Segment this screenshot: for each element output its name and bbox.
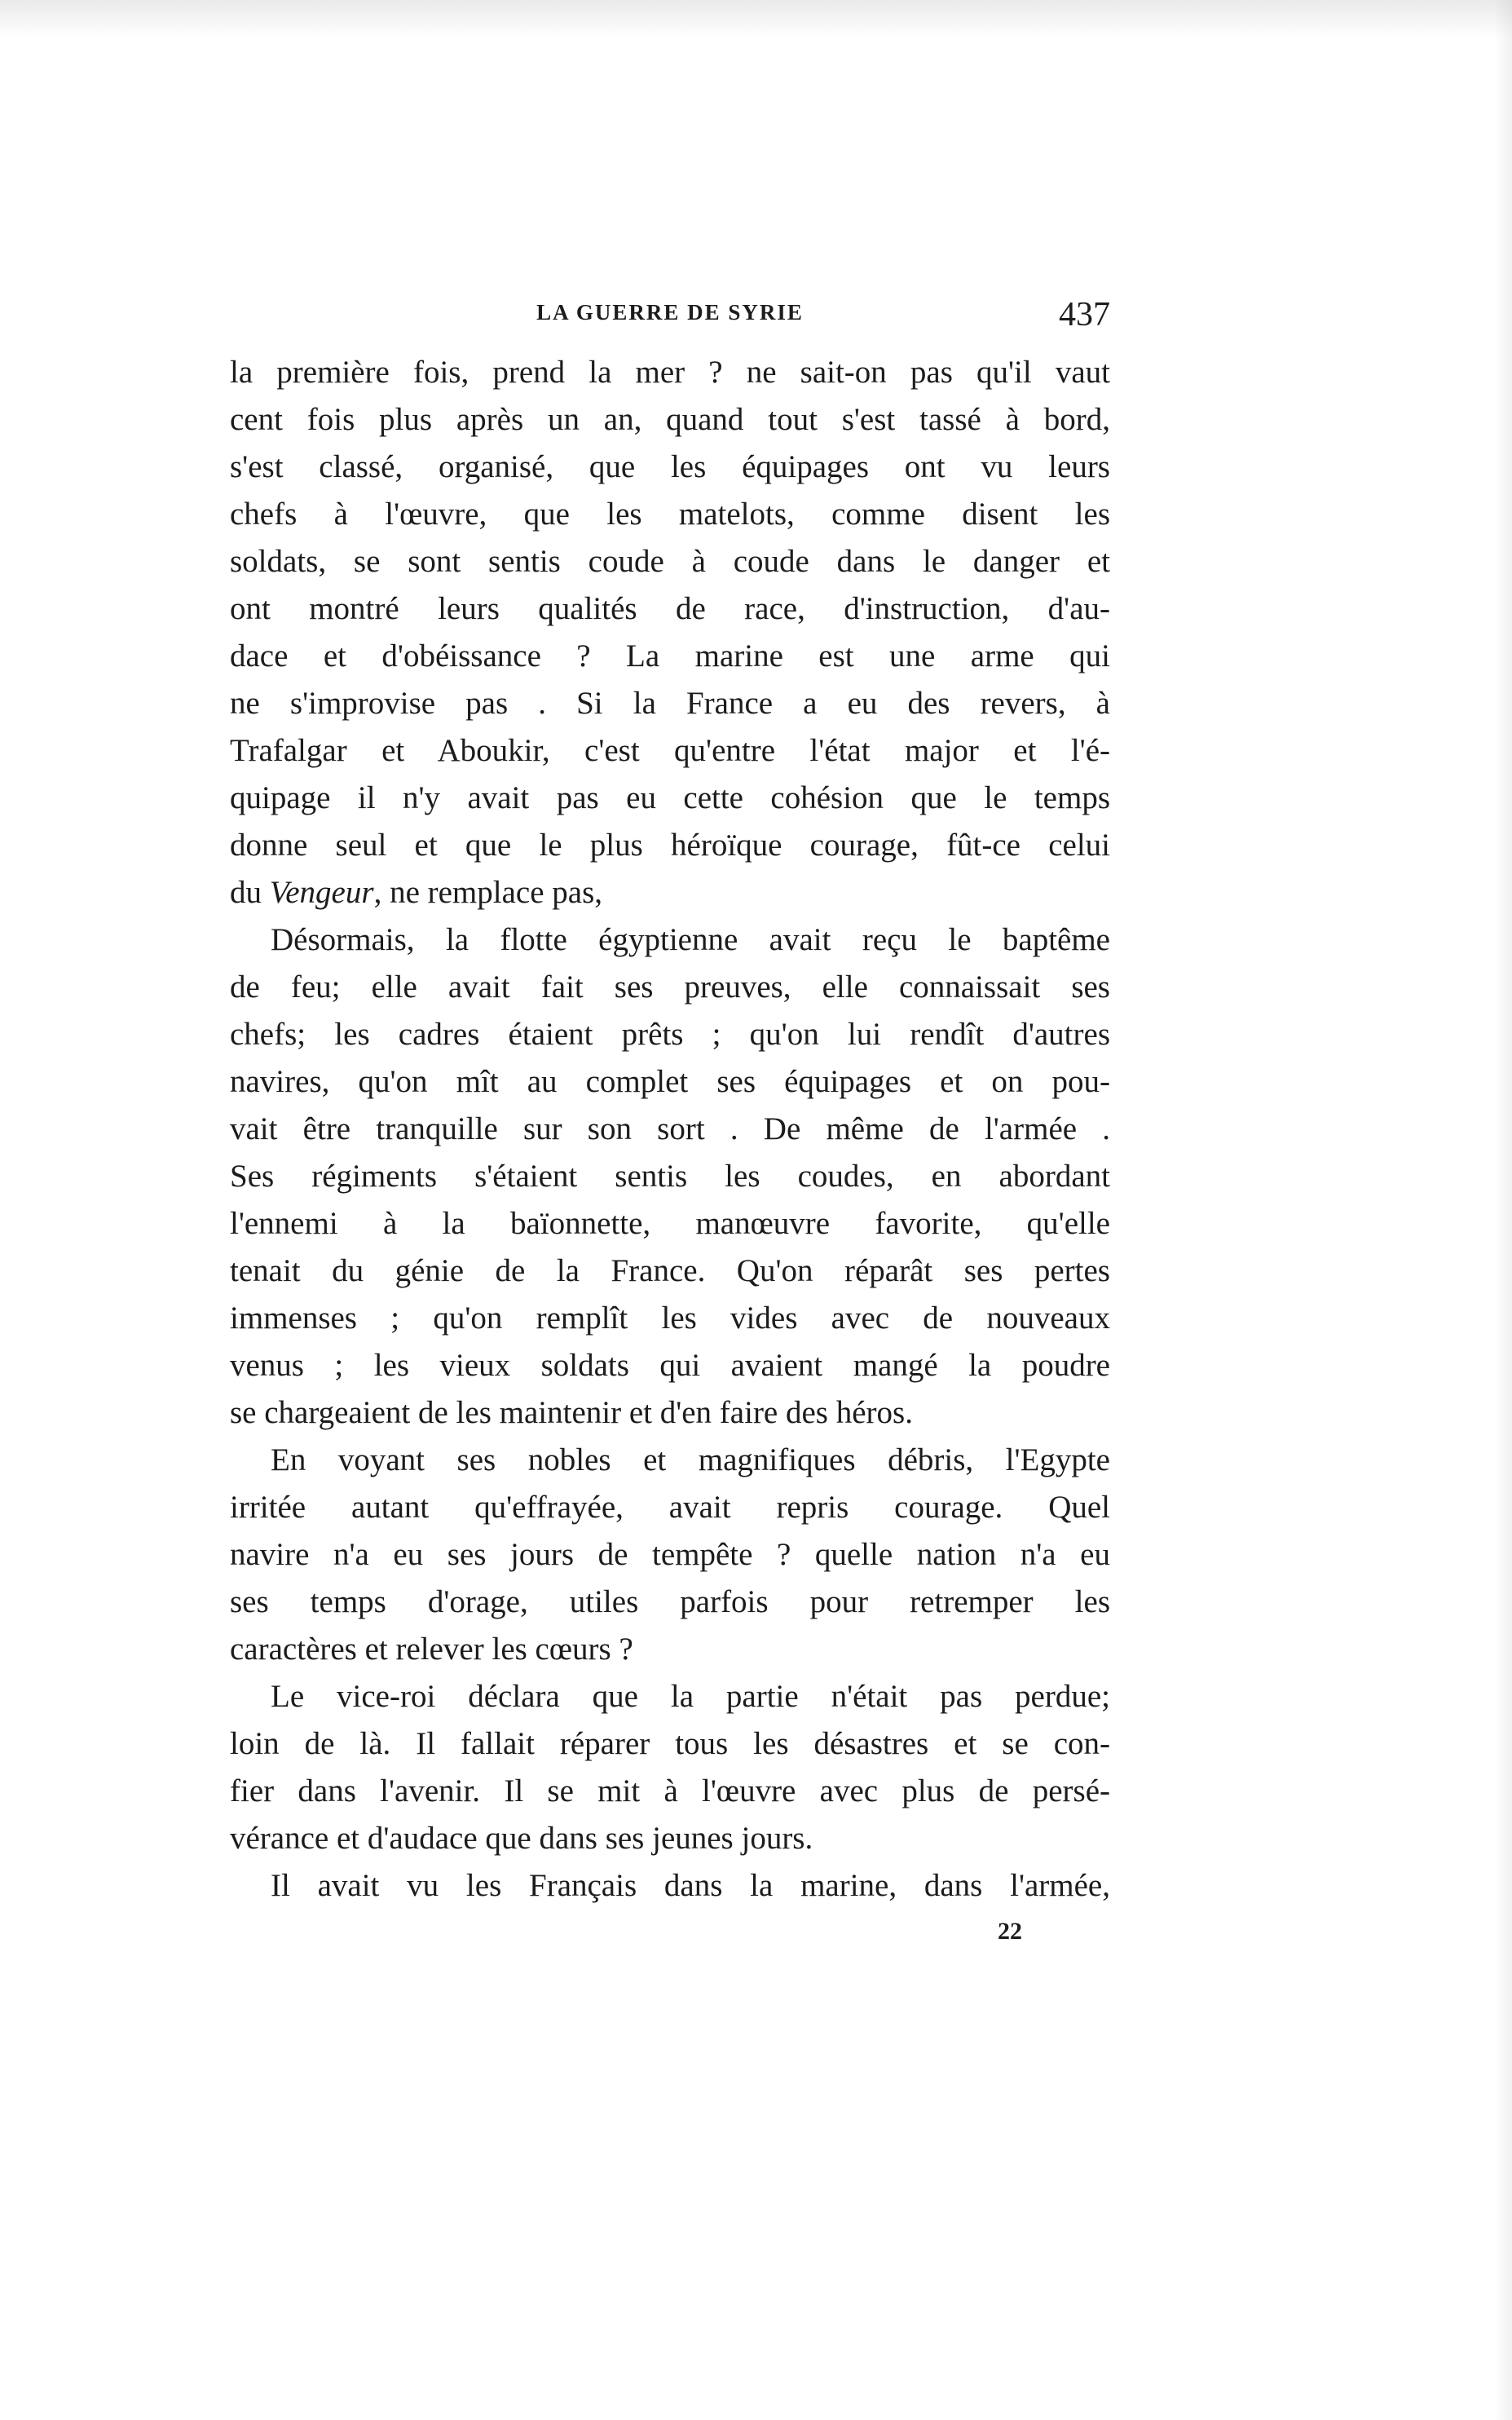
text-line: Trafalgar et Aboukir, c'est qu'entre l'état major et l'é-	[230, 733, 1110, 768]
text-line: venus ; les vieux soldats qui avaient mangé la poudre	[230, 1348, 1110, 1383]
body-text	[230, 349, 1110, 1910]
text-line: Ses régiments s'étaient sentis les coudes, en abordant	[230, 1159, 1110, 1194]
text-line-paragraph-start: Désormais, la flotte égyptienne avait reçu le baptême	[271, 922, 1110, 957]
scan-top-edge	[0, 0, 1512, 38]
running-title: LA GUERRE DE SYRIE	[536, 300, 804, 325]
text-line: navire n'a eu ses jours de tempête ? quelle nation n'a eu	[230, 1537, 1110, 1572]
text-line-paragraph-start: Le vice-roi déclara que la partie n'était pas perdue;	[271, 1679, 1110, 1714]
italic-ship-name: Vengeur	[269, 875, 374, 910]
text-line: ses temps d'orage, utiles parfois pour retremper les	[230, 1584, 1110, 1619]
scan-right-edge	[1494, 0, 1512, 2420]
text-line: de feu; elle avait fait ses preuves, elle connaissait ses	[230, 969, 1110, 1005]
text-line: chefs à l'œuvre, que les matelots, comme disent les	[230, 497, 1110, 532]
page-number: 437	[1059, 296, 1110, 333]
text-line: l'ennemi à la baïonnette, manœuvre favorite, qu'elle	[230, 1206, 1110, 1241]
text-line-paragraph-end: se chargeaient de les maintenir et d'en faire des héros.	[230, 1395, 913, 1430]
text-line-paragraph-end: caractères et relever les cœurs ?	[230, 1632, 633, 1667]
text-line: quipage il n'y avait pas eu cette cohésion que le temps	[230, 780, 1110, 815]
text-line-paragraph-end	[230, 869, 1110, 916]
text-line: ne s'improvise pas . Si la France a eu des revers, à	[230, 686, 1110, 721]
text-line: irritée autant qu'effrayée, avait repris courage. Quel	[230, 1490, 1110, 1525]
text-line: loin de là. Il fallait réparer tous les désastres et se con-	[230, 1726, 1110, 1761]
text-line: navires, qu'on mît au complet ses équipages et on pou-	[230, 1064, 1110, 1099]
text-line: soldats, se sont sentis coude à coude dans le danger et	[230, 544, 1110, 579]
running-head	[230, 295, 1110, 344]
text-fragment: , ne remplace pas,	[373, 875, 603, 910]
text-line: vait être tranquille sur son sort . De même de l'armée .	[230, 1111, 1110, 1146]
text-line: la première fois, prend la mer ? ne sait-on pas qu'il vaut	[230, 355, 1110, 390]
text-line: chefs; les cadres étaient prêts ; qu'on lui rendît d'autres	[230, 1017, 1110, 1052]
text-line: cent fois plus après un an, quand tout s'est tassé à bord,	[230, 402, 1110, 437]
text-line-paragraph-start: Il avait vu les Français dans la marine, dans l'armée,	[271, 1868, 1110, 1903]
text-line: ont montré leurs qualités de race, d'instruction, d'au-	[230, 591, 1110, 626]
text-line: immenses ; qu'on remplît les vides avec de nouveaux	[230, 1301, 1110, 1336]
text-line: s'est classé, organisé, que les équipages ont vu leurs	[230, 449, 1110, 484]
text-fragment: du	[230, 875, 270, 910]
text-line-paragraph-start: En voyant ses nobles et magnifiques débris, l'Egypte	[271, 1442, 1110, 1477]
text-line: donne seul et que le plus héroïque courage, fût-ce celui	[230, 828, 1110, 863]
text-line: dace et d'obéissance ? La marine est une arme qui	[230, 638, 1110, 673]
text-line: fier dans l'avenir. Il se mit à l'œuvre avec plus de persé-	[230, 1773, 1110, 1808]
text-line: tenait du génie de la France. Qu'on réparât ses pertes	[230, 1253, 1110, 1288]
text-line-paragraph-end: vérance et d'audace que dans ses jeunes jours.	[230, 1821, 813, 1856]
signature-mark: 22	[998, 1918, 1022, 1945]
